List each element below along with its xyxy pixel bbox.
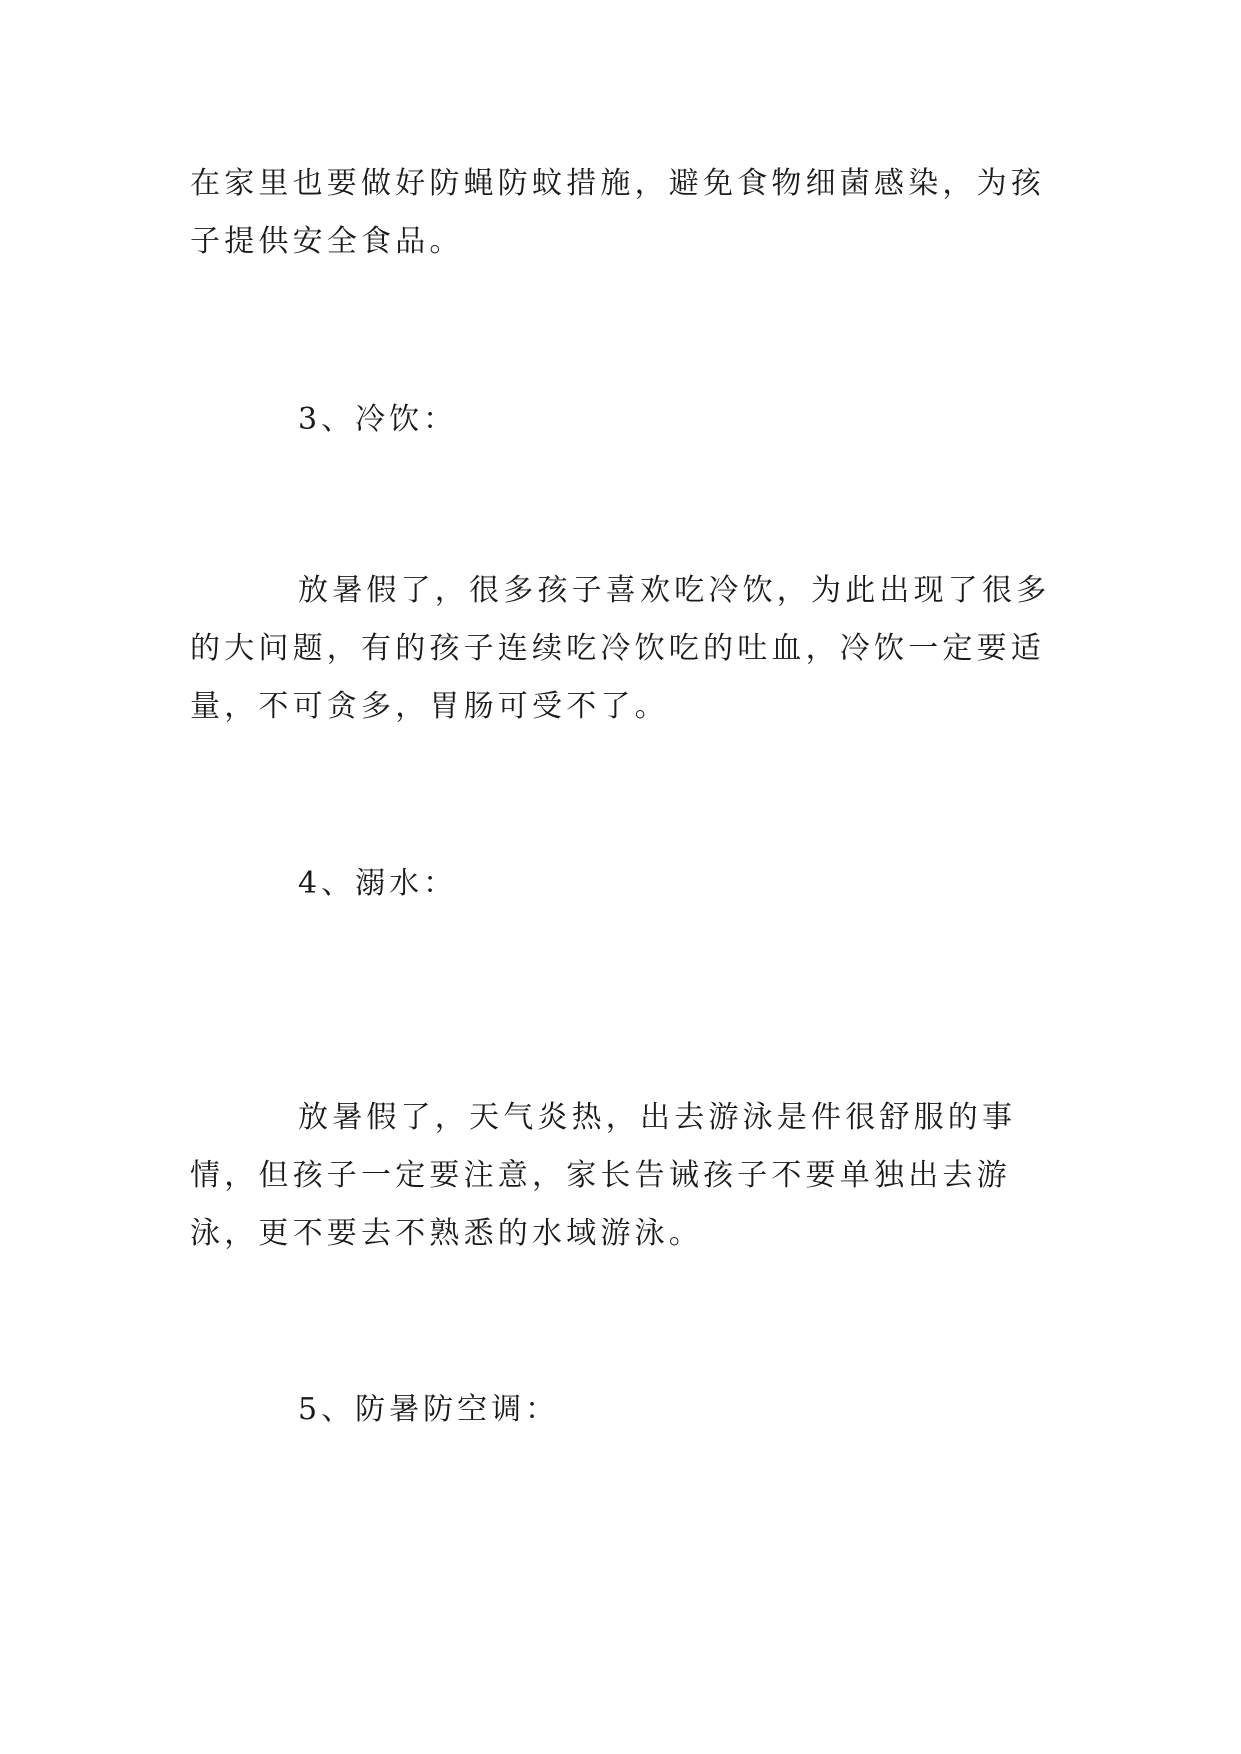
paragraph-food-safety: 在家里也要做好防蝇防蚊措施，避免食物细菌感染，为孩子提供安全食品。 xyxy=(190,166,1045,259)
section-heading-heatstroke-aircon: 5、防暑防空调： xyxy=(298,1392,560,1427)
paragraph-cold-drinks: 放暑假了，很多孩子喜欢吃冷饮，为此出现了很多的大问题，有的孩子连续吃冷饮吃的吐血，冷饮一定要适量，不可贪多，胃肠可受不了。 xyxy=(190,573,1051,724)
section-heading-drowning: 4、溺水： xyxy=(298,866,458,901)
section-heading-cold-drinks: 3、冷饮： xyxy=(298,402,458,437)
paragraph-drowning: 放暑假了，天气炎热，出去游泳是件很舒服的事情，但孩子一定要注意，家长告诫孩子不要单独出去游泳，更不要去不熟悉的水域游泳。 xyxy=(190,1100,1017,1251)
